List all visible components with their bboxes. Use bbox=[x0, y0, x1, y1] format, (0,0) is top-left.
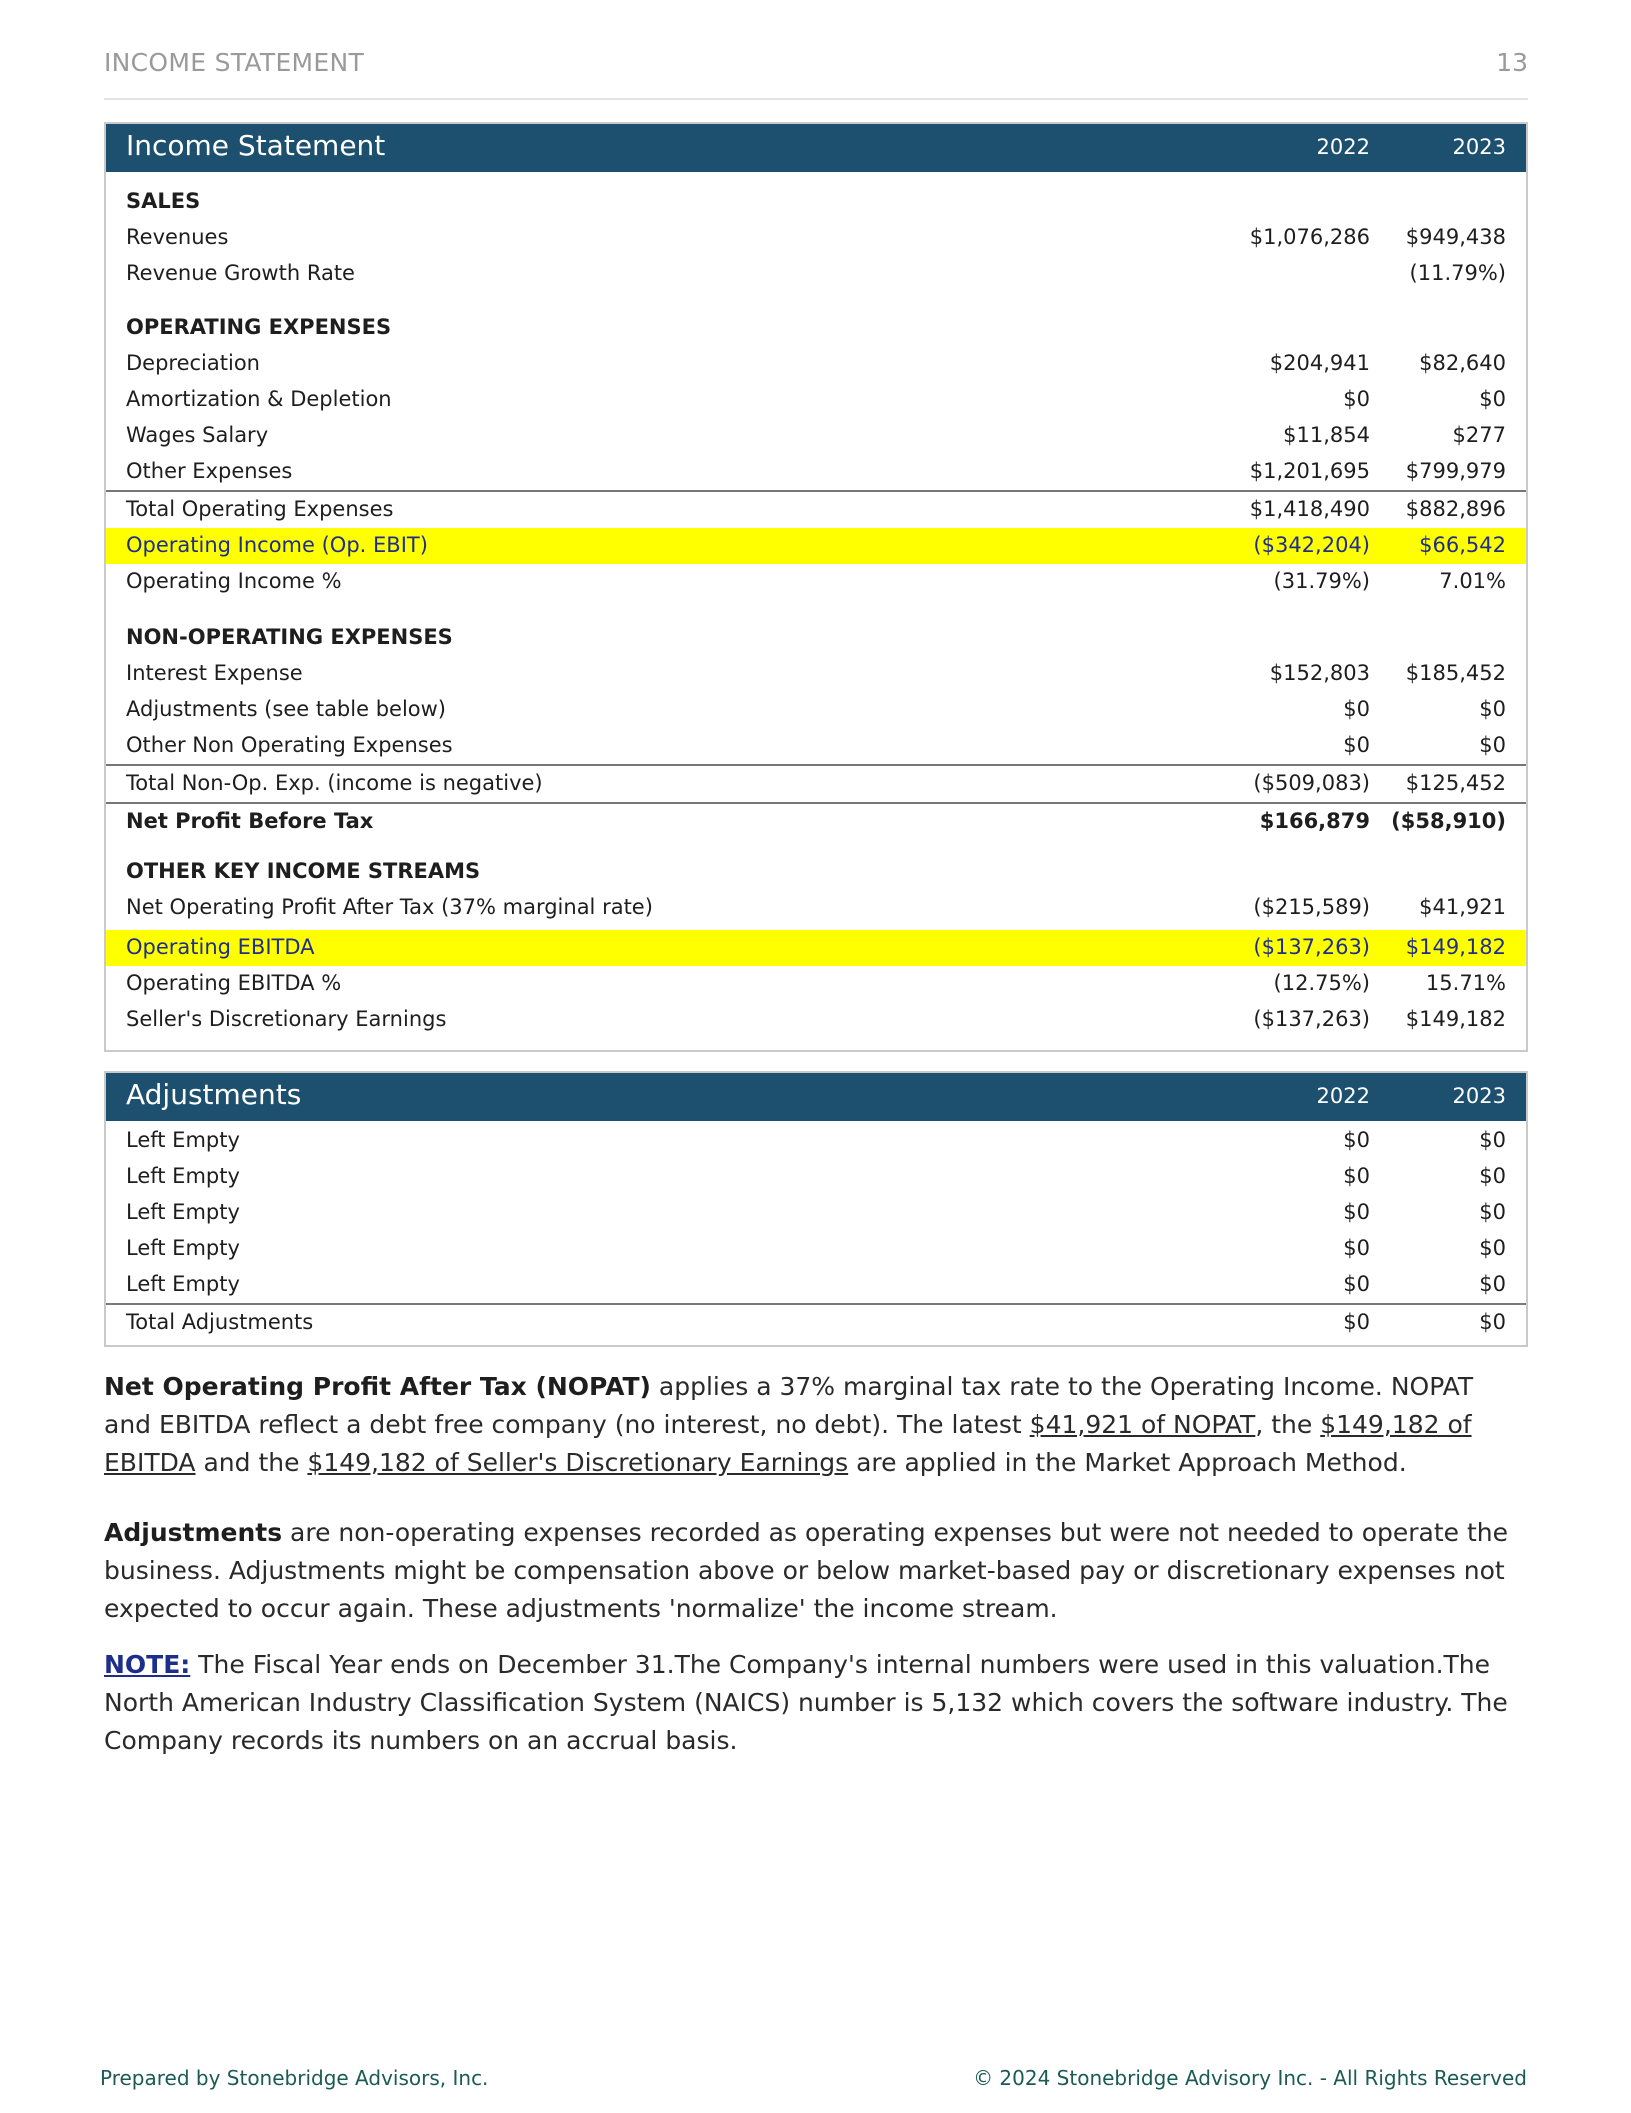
table-title: Adjustments bbox=[126, 1078, 302, 1111]
table-row bbox=[106, 890, 1526, 926]
value-2023: $0 bbox=[1479, 1272, 1506, 1296]
page-number: 13 bbox=[1496, 48, 1528, 77]
table-row bbox=[106, 1159, 1526, 1195]
page-header bbox=[104, 40, 1528, 100]
adjustments-header bbox=[106, 1073, 1526, 1121]
value-2022: $0 bbox=[1343, 1236, 1370, 1260]
value-2022: (12.75%) bbox=[1273, 971, 1370, 995]
table-row bbox=[106, 418, 1526, 454]
value-2022: $0 bbox=[1343, 697, 1370, 721]
value-2022: (31.79%) bbox=[1273, 569, 1370, 593]
value-2023: $66,542 bbox=[1419, 533, 1506, 557]
table-row bbox=[106, 564, 1526, 600]
value-2023: ($58,910) bbox=[1391, 809, 1506, 833]
section-operating-expenses bbox=[106, 310, 1526, 346]
value-2023: $277 bbox=[1452, 423, 1506, 447]
value-2023: $799,979 bbox=[1405, 459, 1506, 483]
row-label: OPERATING EXPENSES bbox=[126, 315, 392, 339]
table-title: Income Statement bbox=[126, 129, 386, 162]
row-label: Total Adjustments bbox=[126, 1310, 314, 1334]
value-2023: $0 bbox=[1479, 733, 1506, 757]
table-row bbox=[106, 1267, 1526, 1303]
row-label: Amortization & Depletion bbox=[126, 387, 392, 411]
value-2022: $204,941 bbox=[1269, 351, 1370, 375]
value-2023: $0 bbox=[1479, 1164, 1506, 1188]
table-row bbox=[106, 728, 1526, 764]
section-sales bbox=[106, 184, 1526, 220]
footer-copyright: © 2024 Stonebridge Advisory Inc. - All Rights Reserved bbox=[973, 2066, 1527, 2090]
value-2022: $1,418,490 bbox=[1249, 497, 1370, 521]
adjustments-table bbox=[104, 1071, 1528, 1347]
paragraph-text: , the bbox=[1255, 1410, 1321, 1439]
table-row bbox=[106, 220, 1526, 256]
value-2023: $149,182 bbox=[1405, 1007, 1506, 1031]
sde-value-link[interactable]: $149,182 of Seller's Discretionary Earnings bbox=[307, 1448, 849, 1477]
value-2023: $882,896 bbox=[1405, 497, 1506, 521]
row-label: Seller's Discretionary Earnings bbox=[126, 1007, 447, 1031]
value-2023: $0 bbox=[1479, 1236, 1506, 1260]
value-2023: $185,452 bbox=[1405, 661, 1506, 685]
row-label: NON-OPERATING EXPENSES bbox=[126, 625, 453, 649]
nopat-term: Net Operating Profit After Tax (NOPAT) bbox=[104, 1372, 651, 1401]
table-row bbox=[106, 1231, 1526, 1267]
table-row bbox=[106, 1195, 1526, 1231]
value-2022: ($215,589) bbox=[1253, 895, 1370, 919]
value-2023: $0 bbox=[1479, 387, 1506, 411]
value-2022: $0 bbox=[1343, 1128, 1370, 1152]
value-2023: $949,438 bbox=[1405, 225, 1506, 249]
row-label: Operating Income (Op. EBIT) bbox=[126, 533, 428, 557]
row-label: Left Empty bbox=[126, 1128, 240, 1152]
adjustments-term: Adjustments bbox=[104, 1518, 283, 1547]
section-other-key-income-streams bbox=[106, 854, 1526, 890]
paragraph-text: and the bbox=[195, 1448, 308, 1477]
value-2022: ($137,263) bbox=[1253, 1007, 1370, 1031]
table-row bbox=[106, 382, 1526, 418]
table-row bbox=[106, 966, 1526, 1002]
value-2023: (11.79%) bbox=[1409, 261, 1506, 285]
row-label: Left Empty bbox=[126, 1200, 240, 1224]
value-2022: $0 bbox=[1343, 1164, 1370, 1188]
income-statement-header bbox=[106, 124, 1526, 172]
footer-prepared-by: Prepared by Stonebridge Advisors, Inc. bbox=[100, 2066, 489, 2090]
row-label: Other Expenses bbox=[126, 459, 293, 483]
income-statement-table bbox=[104, 122, 1528, 1052]
row-label: Net Profit Before Tax bbox=[126, 809, 374, 833]
row-label: Net Operating Profit After Tax (37% marginal rate) bbox=[126, 895, 653, 919]
row-label: Revenues bbox=[126, 225, 229, 249]
value-2023: $41,921 bbox=[1419, 895, 1506, 919]
value-2022: $166,879 bbox=[1259, 809, 1370, 833]
value-2022: $0 bbox=[1343, 1310, 1370, 1334]
total-row bbox=[106, 490, 1526, 528]
value-2022: ($509,083) bbox=[1253, 771, 1370, 795]
paragraph-text: The Fiscal Year ends on December 31.The Company's internal numbers were used in this valuation.The North American Industry Classification System (NAICS) number is 5,132 which covers the software industry. The Company records its numbers on an accrual basis. bbox=[104, 1650, 1508, 1755]
value-2023: $0 bbox=[1479, 1310, 1506, 1334]
value-2023: $125,452 bbox=[1405, 771, 1506, 795]
row-label: Total Non-Op. Exp. (income is negative) bbox=[126, 771, 543, 795]
value-2023: $0 bbox=[1479, 1128, 1506, 1152]
value-2022: $0 bbox=[1343, 387, 1370, 411]
value-2023: $149,182 bbox=[1405, 935, 1506, 959]
row-label: Depreciation bbox=[126, 351, 260, 375]
paragraph-text: applies a 37% marginal tax rate to the Operating Income. NOPAT and EBITDA reflect a debt free company (no interest, no debt). The latest bbox=[104, 1372, 1474, 1439]
section-title: INCOME STATEMENT bbox=[104, 48, 365, 77]
nopat-value-link[interactable]: $41,921 of NOPAT bbox=[1029, 1410, 1256, 1439]
section-non-operating-expenses bbox=[106, 620, 1526, 656]
value-2023: 15.71% bbox=[1425, 971, 1506, 995]
value-2022: $1,076,286 bbox=[1249, 225, 1370, 249]
value-2022: ($137,263) bbox=[1253, 935, 1370, 959]
row-label: Revenue Growth Rate bbox=[126, 261, 355, 285]
table-row bbox=[106, 656, 1526, 692]
value-2023: 7.01% bbox=[1439, 569, 1506, 593]
value-2022: $11,854 bbox=[1283, 423, 1370, 447]
highlighted-row bbox=[106, 528, 1526, 564]
ebitda-value-link[interactable]: $149,182 of EBITDA bbox=[104, 1410, 1472, 1477]
column-header-2022: 2022 bbox=[1316, 135, 1370, 159]
row-label: Operating Income % bbox=[126, 569, 342, 593]
row-label: Interest Expense bbox=[126, 661, 303, 685]
row-label: Left Empty bbox=[126, 1272, 240, 1296]
row-label: Wages Salary bbox=[126, 423, 269, 447]
table-row bbox=[106, 454, 1526, 490]
paragraph-text: are applied in the Market Approach Method. bbox=[848, 1448, 1407, 1477]
row-label: SALES bbox=[126, 189, 201, 213]
row-label: Operating EBITDA bbox=[126, 935, 315, 959]
row-label: Other Non Operating Expenses bbox=[126, 733, 453, 757]
value-2023: $0 bbox=[1479, 697, 1506, 721]
column-header-2023: 2023 bbox=[1452, 1084, 1506, 1108]
nopat-paragraph bbox=[104, 1368, 1528, 1482]
net-profit-row bbox=[106, 802, 1526, 840]
value-2022: $0 bbox=[1343, 1200, 1370, 1224]
total-row bbox=[106, 1303, 1526, 1341]
value-2022: $152,803 bbox=[1269, 661, 1370, 685]
table-row bbox=[106, 256, 1526, 292]
row-label: Operating EBITDA % bbox=[126, 971, 342, 995]
highlighted-row bbox=[106, 930, 1526, 966]
value-2022: $1,201,695 bbox=[1249, 459, 1370, 483]
row-label: Total Operating Expenses bbox=[126, 497, 394, 521]
row-label: Adjustments (see table below) bbox=[126, 697, 446, 721]
note-label: NOTE: bbox=[104, 1650, 191, 1679]
row-label: OTHER KEY INCOME STREAMS bbox=[126, 859, 481, 883]
table-row bbox=[106, 1123, 1526, 1159]
adjustments-paragraph bbox=[104, 1514, 1528, 1628]
table-row bbox=[106, 346, 1526, 382]
row-label: Left Empty bbox=[126, 1236, 240, 1260]
note-paragraph bbox=[104, 1646, 1528, 1760]
value-2023: $82,640 bbox=[1419, 351, 1506, 375]
row-label: Left Empty bbox=[126, 1164, 240, 1188]
table-row bbox=[106, 1002, 1526, 1038]
value-2022: ($342,204) bbox=[1253, 533, 1370, 557]
paragraph-text: are non-operating expenses recorded as operating expenses but were not needed to operate the business. Adjustments might be compensation above or below market-based pay or discretionary expenses not expected to occur again. These adjustments 'normalize' the income stream. bbox=[104, 1518, 1508, 1623]
value-2023: $0 bbox=[1479, 1200, 1506, 1224]
column-header-2022: 2022 bbox=[1316, 1084, 1370, 1108]
value-2022: $0 bbox=[1343, 1272, 1370, 1296]
column-header-2023: 2023 bbox=[1452, 135, 1506, 159]
value-2022: $0 bbox=[1343, 733, 1370, 757]
total-row bbox=[106, 764, 1526, 802]
table-row bbox=[106, 692, 1526, 728]
